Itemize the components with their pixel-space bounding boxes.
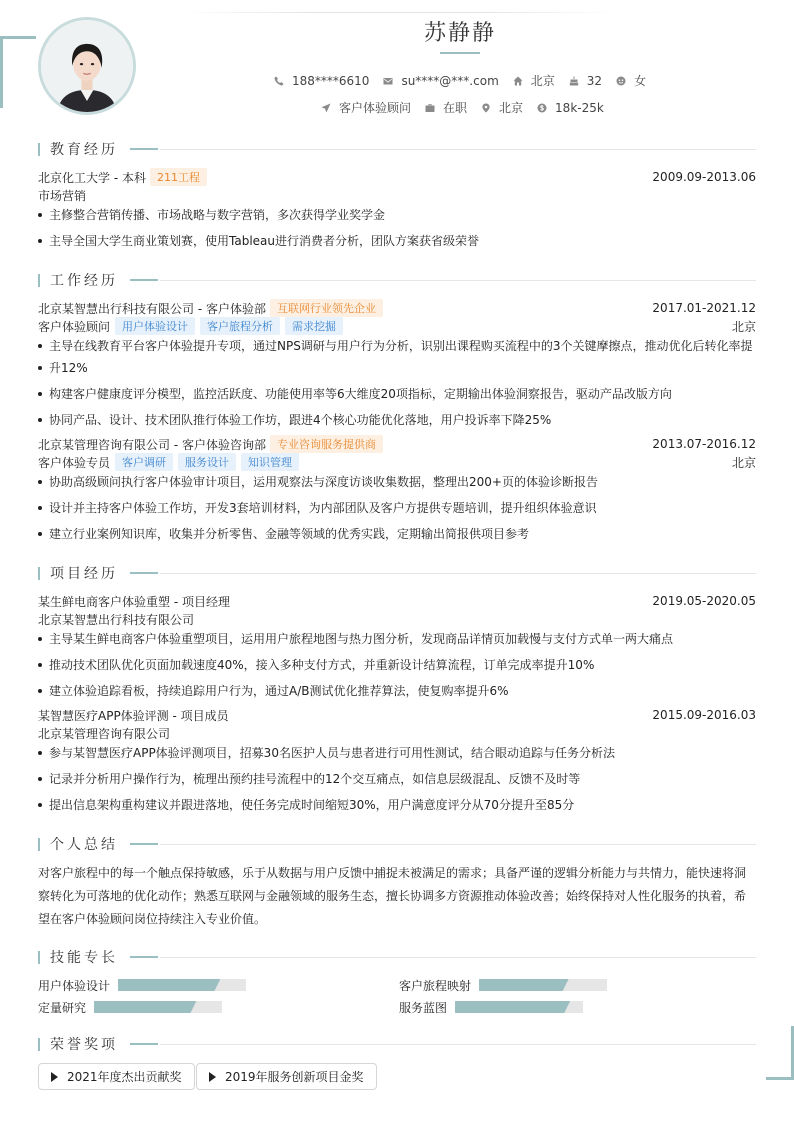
work-city: 北京 [731,319,756,334]
section-skills [38,947,756,967]
work-company: 北京某管理咨询有限公司 - 客户体验咨询部 [38,437,266,452]
work-bullet: 主导在线教育平台客户体验提升专项，通过NPS调研与用户行为分析，识别出课程购买流程中的3个关键摩擦点，推动优化后转化率提 [38,335,756,357]
project-bullet: 参与某智慧医疗APP体验评测项目，招募30名医护人员与患者进行可用性测试，结合眼动追踪与任务分析法 [38,742,756,764]
project-company-row [38,610,756,628]
briefcase-icon [425,103,435,113]
work-skill-tag: 客户调研 [115,453,173,471]
intention-row [321,99,604,116]
skill-bar-fill [479,979,569,991]
project-bullet: 主导某生鲜电商客户体验重塑项目，运用用户旅程地图与热力图分析，发现商品详情页加载慢与支付方式单一两大痛点 [38,628,756,650]
section-title: 工作经历 [50,273,118,289]
work-company: 北京某智慧出行科技有限公司 - 客户体验部 [38,301,266,316]
skill-item [38,976,246,994]
avatar-portrait [41,20,133,112]
section-title: 荣誉奖项 [50,1037,118,1053]
skill-bar [94,1001,222,1013]
work-tag: 专业咨询服务提供商 [270,435,383,453]
project-bullet: 记录并分析用户操作行为，梳理出预约挂号流程中的12个交互痛点，如信息层级混乱、反馈不及时等 [38,768,756,790]
contact-row [274,72,646,89]
honor-badge [38,1063,195,1090]
skill-bar [118,979,246,991]
education-bullet: 主修整合营销传播、市场战略与数字营销，多次获得学业奖学金 [38,204,756,226]
section-title: 个人总结 [50,837,118,853]
intention-status: 在职 [425,99,467,116]
salary-icon [537,103,547,113]
intention-city: 北京 [481,99,523,116]
section-work [38,270,756,290]
section-education [38,139,756,159]
work-bullet: 协同产品、设计、技术团队推行体验工作坊，跟进4个核心功能优化落地，用户投诉率下降25% [38,409,756,431]
section-title: 技能专长 [50,950,118,966]
education-bullet: 主导全国大学生商业策划赛，使用Tableau进行消费者分析，团队方案获省级荣誉 [38,230,756,252]
skill-label: 客户旅程映射 [399,978,472,993]
skill-bar [479,979,607,991]
skill-item [399,976,607,994]
project-company-row [38,724,756,742]
honor-label: 2021年度杰出贡献奖 [67,1070,182,1084]
education-header [38,168,756,186]
work-skill-tag: 知识管理 [241,453,299,471]
contact-email: su****@***.com [383,74,498,88]
section-honors [38,1034,756,1054]
contact-gender: 女 [616,72,646,89]
work-title: 客户体验专员 [38,455,111,470]
work-skill-tag: 需求挖掘 [285,317,343,335]
corner-decoration-top-left [0,36,36,108]
intention-salary: 18k-25k [537,101,604,115]
location-icon [481,103,491,113]
contact-age: 32 [569,74,602,88]
project-header [38,706,756,724]
name-underline [440,52,480,54]
phone-icon [274,76,284,86]
work-city: 北京 [731,455,756,470]
education-major-row [38,186,756,204]
section-projects [38,563,756,583]
work-bullet: 协助高级顾问执行客户体验审计项目，运用观察法与深度访谈收集数据，整理出200+页的体验诊断报告 [38,471,756,493]
section-title: 教育经历 [50,142,118,158]
project-name: 某智慧医疗APP体验评测 - 项目成员 [38,708,229,723]
skill-label: 服务蓝图 [399,1000,448,1015]
work-role-row [38,317,756,335]
send-icon [321,103,331,113]
work-bullet: 建立行业案例知识库，收集并分析零售、金融等领域的优秀实践，定期输出简报供项目参考 [38,523,756,545]
work-header [38,435,756,453]
mail-icon [383,76,393,86]
cake-icon [569,76,579,86]
work-skill-tag: 客户旅程分析 [200,317,280,335]
work-skill-tag: 用户体验设计 [115,317,195,335]
play-triangle-icon [209,1072,216,1082]
work-tag: 互联网行业领先企业 [270,299,383,317]
resume-name: 苏静静 [423,21,496,46]
skill-item [38,998,222,1016]
work-period: 2013.07-2016.12 [652,437,756,451]
project-bullet: 推动技术团队优化页面加载速度40%，接入多种支付方式，并重新设计结算流程，订单完成率提升10% [38,654,756,676]
project-header [38,592,756,610]
skill-bar [455,1001,583,1013]
education-major: 市场营销 [38,188,87,203]
contact-home: 北京 [513,72,555,89]
header-top-rule [180,12,614,13]
skill-bar-fill [94,1001,196,1013]
skill-bar-fill [455,1001,570,1013]
play-triangle-icon [51,1072,58,1082]
project-bullet: 建立体验追踪看板，持续追踪用户行为，通过A/B测试优化推荐算法，使复购率提升6% [38,680,756,702]
education-tag: 211工程 [150,168,207,186]
work-role-row [38,453,756,471]
skill-bar-fill [118,979,220,991]
skill-item [399,998,583,1016]
gender-icon [616,76,626,86]
project-name: 某生鲜电商客户体验重塑 - 项目经理 [38,594,230,609]
work-bullet: 设计并主持客户体验工作坊，开发3套培训材料，为内部团队及客户方提供专题培训，提升组织体验意识 [38,497,756,519]
project-period: 2019.05-2020.05 [652,594,756,608]
skill-label: 用户体验设计 [38,978,111,993]
education-period: 2009.09-2013.06 [652,170,756,184]
work-bullet-continuation: 升12% [38,357,756,379]
education-school: 北京化工大学 - 本科 [38,170,146,185]
intention-position: 客户体验顾问 [321,99,411,116]
corner-decoration-bottom-right [766,1026,794,1080]
home-icon [513,76,523,86]
honor-label: 2019年服务创新项目金奖 [225,1070,364,1084]
work-skill-tag: 服务设计 [178,453,236,471]
section-title: 项目经历 [50,566,118,582]
project-period: 2015.09-2016.03 [652,708,756,722]
work-header [38,299,756,317]
section-summary [38,834,756,854]
work-bullet: 构建客户健康度评分模型，监控活跃度、功能使用率等6大维度20项指标，定期输出体验洞察报告，驱动产品改版方向 [38,383,756,405]
honor-badge [196,1063,377,1090]
work-title: 客户体验顾问 [38,319,111,334]
skill-label: 定量研究 [38,1000,87,1015]
contact-phone: 188****6610 [274,74,369,88]
project-bullet: 提出信息架构重构建议并跟进落地，使任务完成时间缩短30%，用户满意度评分从70分提升至85分 [38,794,756,816]
project-company: 北京某管理咨询有限公司 [38,726,171,741]
avatar [38,17,136,115]
summary-text: 对客户旅程中的每一个触点保持敏感，乐于从数据与用户反馈中捕捉未被满足的需求；具备严谨的逻辑分析能力与共情力，能快速将洞察转化为可落地的优化动作；熟悉互联网与金融领域的服务生态，擅长协调多方资源推动体验改善；始终保持对人性化服务的执着，希望在客户体验顾问岗位持续注入专业价值。 [38,866,747,926]
project-company: 北京某智慧出行科技有限公司 [38,612,195,627]
work-period: 2017.01-2021.12 [652,301,756,315]
